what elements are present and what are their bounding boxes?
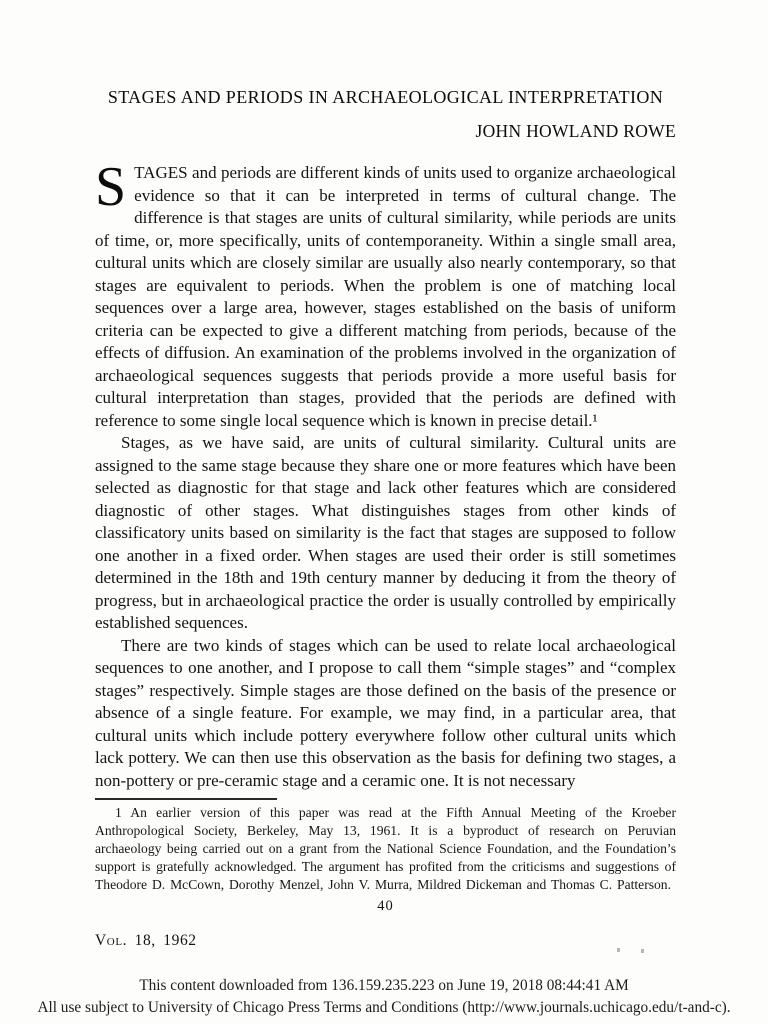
paragraph: Stages, as we have said, are units of cultural similarity. Cultural units are assigned to the same stage because they share one or more features which have been selected as diagnostic for that stage and lack other features which are considered diagnostic of other stages. What distinguishes stages from other kinds of classificatory units based on similarity is the fact that stages are supposed to follow one another in a fixed order. When stages are used their order is still sometimes determined in the 18th and 19th century manner by deducing it from the theory of progress, but in archaeological practice the order is usually controlled by empirically established sequences.	[95, 433, 676, 632]
terms-notice: All use subject to University of Chicago Press Terms and Conditions (http://www.journals.uchicago.edu/t-and-c).	[37, 998, 731, 1016]
paragraph: There are two kinds of stages which can be used to relate local archaeological sequences to one another, and I propose to call them “simple stages” and “complex stages” respectively. Simple stages are those defined on the basis of the presence or absence of a single feature. For example, we may find, in a particular area, that cultural units which include pottery everywhere follow other cultural units which lack pottery. We can then use this observation as the basis for defining two stages, a non-pottery or pre-ceramic stage and a ceramic one. It is not necessary	[95, 635, 676, 790]
scan-artifact	[617, 948, 620, 952]
download-footer	[0, 975, 768, 1018]
page-number: 40	[377, 898, 394, 915]
article-title: STAGES AND PERIODS IN ARCHAEOLOGICAL INTERPRETATION	[107, 87, 664, 107]
download-notice: This content downloaded from 136.159.235.223 on June 19, 2018 08:44:41 AM	[139, 977, 629, 994]
article-author: JOHN HOWLAND ROWE	[475, 121, 676, 141]
scan-artifact	[641, 949, 644, 953]
drop-cap: S	[95, 156, 127, 218]
article-body	[95, 156, 676, 792]
paragraph-text: TAGES and periods are different kinds of units used to organize archaeological evidence so that it can be interpreted in terms of cultural change. The difference is that stages are units of cultural similarity, while periods are units of time, or, more specifically, units of contemporaneity. Within a single small area, cultural units which are closely similar are usually also nearly contemporary, so that stages are equivalent to periods. When the problem is one of matching local sequences over a large area, however, stages established on the basis of uniform criteria can be expected to give a different matching from periods, because of the effects of diffusion. An examination of the problems involved in the organization of archaeological sequences suggests that periods provide a more useful basis for cultural interpretation than stages, provided that the periods are defined with reference to some single local sequence which is known in precise detail.¹	[95, 163, 676, 430]
footnote-rule	[95, 798, 277, 800]
volume-line: Vol. 18, 1962	[95, 932, 197, 950]
footnote-text: 1 An earlier version of this paper was read at the Fifth Annual Meeting of the Kroeber Anthropological Society, Berkeley, May 13, 1961. It is a byproduct of research on Peruvian archaeology being carried out on a grant from the National Science Foundation, and the Foundation’s support is gratefully acknowledged. The argument has profited from the criticisms and suggestions of Theodore D. McCown, Dorothy Menzel, John V. Murra, Mildred Dickeman and Thomas C. Patterson.	[95, 805, 676, 893]
paragraph	[95, 156, 676, 432]
